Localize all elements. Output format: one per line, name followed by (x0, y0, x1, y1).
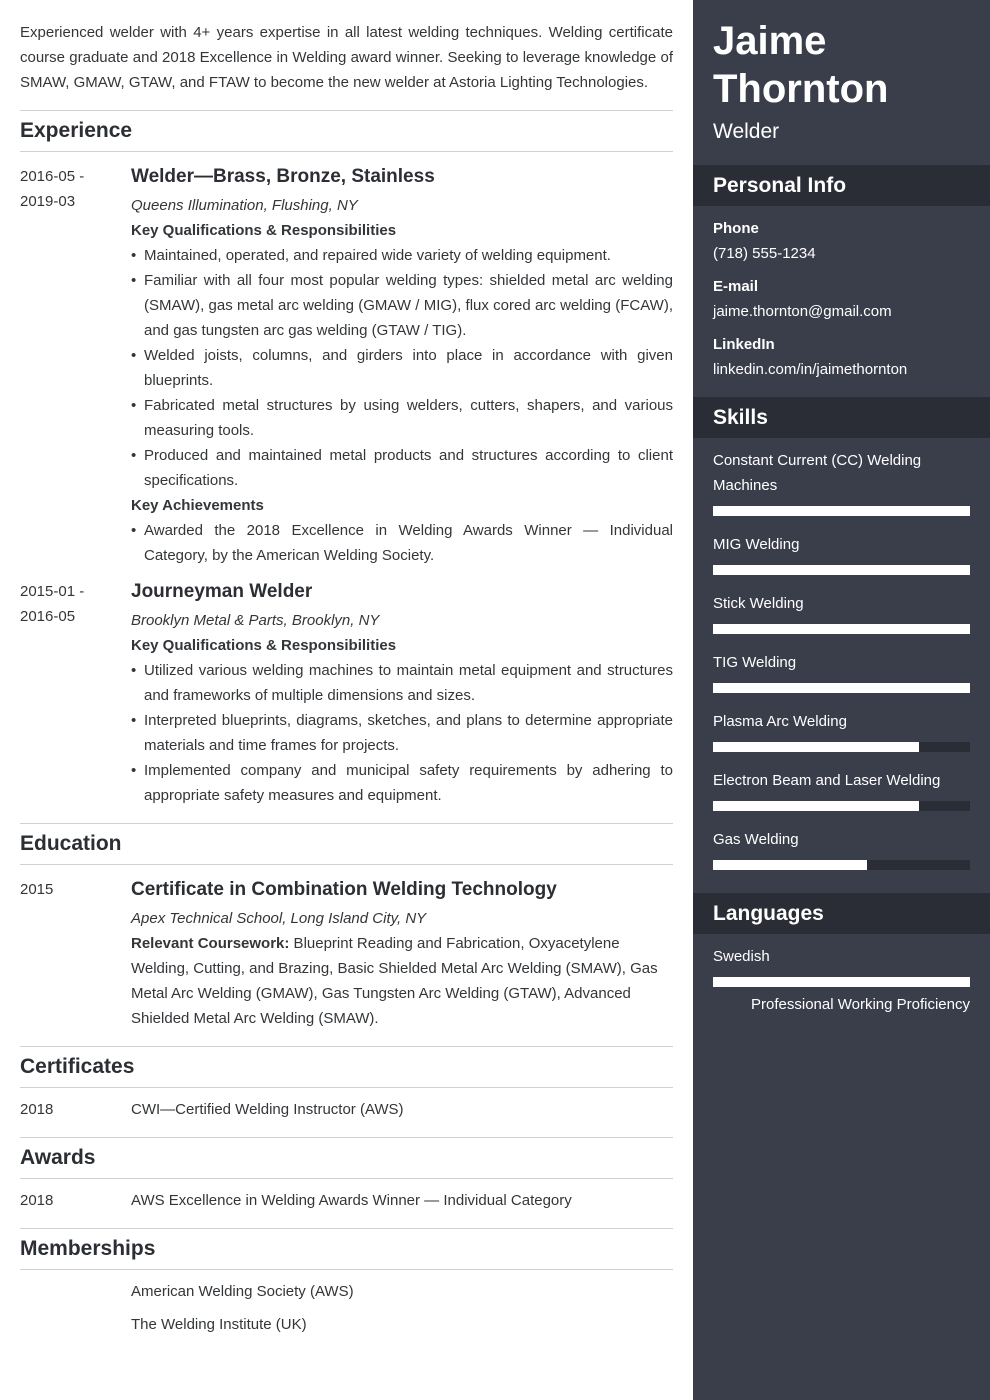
skill-bar (713, 742, 970, 752)
award-text: AWS Excellence in Welding Awards Winner — Individual Category (131, 1192, 572, 1209)
job-title: Welder—Brass, Bronze, Stainless (131, 166, 435, 187)
membership-text: American Welding Society (AWS) (131, 1283, 354, 1300)
list-item: • Familiar with all four most popular welding types: shielded metal arc welding (SMAW), gas metal arc welding (GMAW / MIG), flux cored arc welding (FCAW), and gas tungsten arc gas welding (GTAW / TIG). (131, 268, 673, 343)
entry-date: 2018 (20, 1101, 54, 1118)
skill-bar-fill (713, 565, 970, 575)
skill-item (713, 532, 970, 557)
skill-bar (713, 565, 970, 575)
company: Brooklyn Metal & Parts, Brooklyn, NY (131, 612, 380, 629)
job-title: Journeyman Welder (131, 581, 313, 602)
certificate-text: CWI—Certified Welding Instructor (AWS) (131, 1101, 404, 1118)
skill-bar (713, 506, 970, 516)
skill-name: Plasma Arc Welding (713, 713, 847, 730)
linkedin-value: linkedin.com/in/jaimethornton (713, 361, 908, 378)
achievements-label: Key Achievements (131, 497, 264, 514)
entry-date: 2016-05 - 2019-03 (20, 168, 85, 210)
skill-name: Electron Beam and Laser Welding (713, 772, 941, 789)
list-item: • Utilized various welding machines to maintain metal equipment and structures and frameworks of multiple dimensions and sizes. (131, 658, 673, 708)
entry-date: 2018 (20, 1192, 54, 1209)
sidebar (693, 0, 990, 1400)
responsibilities-list (131, 658, 673, 808)
responsibilities-list (131, 243, 673, 493)
last-name: Thornton (713, 67, 889, 111)
summary: Experienced welder with 4+ years expertise in all latest welding techniques. Welding certificate course graduate and 2018 Excellence in Welding award winner. Seeking to leverage knowledge of SMAW, GMAW, GTAW, and FTAW to become the new welder at Astoria Lighting Technologies. (20, 24, 673, 91)
list-item: • Fabricated metal structures by using welders, cutters, shapers, and various measuring tools. (131, 393, 673, 443)
awards-section-header (20, 1137, 673, 1179)
skill-item (713, 591, 970, 616)
skill-name: Stick Welding (713, 595, 804, 612)
skills-heading: Skills (713, 406, 768, 429)
experience-heading: Experience (20, 119, 133, 142)
qualifications-label: Key Qualifications & Responsibilities (131, 222, 397, 239)
personal-info-heading: Personal Info (713, 174, 847, 197)
qualifications-label: Key Qualifications & Responsibilities (131, 637, 397, 654)
skill-bar (713, 624, 970, 634)
entry-body (131, 579, 673, 808)
company: Queens Illumination, Flushing, NY (131, 197, 358, 214)
entry-date: 2015 (20, 881, 54, 898)
skill-item (713, 768, 970, 793)
languages-heading: Languages (713, 902, 824, 925)
skill-item (713, 650, 970, 675)
language-level: Professional Working Proficiency (751, 996, 970, 1013)
experience-section-header (20, 110, 673, 152)
achievements-list (131, 518, 673, 568)
skill-bar-fill (713, 801, 919, 811)
list-item: • Awarded the 2018 Excellence in Welding Awards Winner — Individual Category, by the American Welding Society. (131, 518, 673, 568)
list-item: • Produced and maintained metal products and structures according to client specifications. (131, 443, 673, 493)
email-label: E-mail (713, 278, 759, 295)
skill-bar-fill (713, 624, 970, 634)
skill-bar (713, 683, 970, 693)
degree-title: Certificate in Combination Welding Technology (131, 879, 557, 900)
coursework-text: Blueprint Reading and Fabrication, Oxyacetylene Welding, Cutting, and Brazing, Basic Shielded Metal Arc Welding (SMAW), Gas Metal Arc Welding (GMAW), Gas Tungsten Arc Welding (GTAW), Advanced Shielded Metal Arc Welding (SMAW). (131, 935, 658, 1027)
skill-name: Constant Current (CC) Welding Machines (713, 452, 922, 494)
languages-header (693, 893, 990, 934)
skill-bar (713, 801, 970, 811)
skill-item (713, 709, 970, 734)
skill-bar-fill (713, 742, 919, 752)
skill-item (713, 827, 970, 852)
skill-name: MIG Welding (713, 536, 800, 553)
personal-info-header (693, 165, 990, 206)
list-item: • Welded joists, columns, and girders into place in accordance with given blueprints. (131, 343, 673, 393)
first-name: Jaime (713, 19, 827, 63)
entry-body (131, 164, 673, 568)
skill-name: TIG Welding (713, 654, 797, 671)
skill-bar-fill (713, 683, 970, 693)
skill-bar-fill (713, 506, 970, 516)
skills-header (693, 397, 990, 438)
language-name: Swedish (713, 948, 770, 965)
certificates-heading: Certificates (20, 1055, 135, 1078)
membership-text: The Welding Institute (UK) (131, 1316, 307, 1333)
skill-bar-fill (713, 860, 867, 870)
language-item (713, 944, 970, 969)
certificates-section-header (20, 1046, 673, 1088)
awards-heading: Awards (20, 1146, 96, 1169)
candidate-name (713, 17, 889, 113)
language-bar (713, 977, 970, 987)
phone-label: Phone (713, 220, 759, 237)
email-value: jaime.thornton@gmail.com (713, 303, 892, 320)
coursework (131, 931, 673, 1031)
list-item: • Maintained, operated, and repaired wide variety of welding equipment. (131, 243, 673, 268)
education-section-header (20, 823, 673, 865)
skill-name: Gas Welding (713, 831, 799, 848)
memberships-heading: Memberships (20, 1237, 156, 1260)
phone-value: (718) 555-1234 (713, 245, 816, 262)
entry-date: 2015-01 - 2016-05 (20, 583, 85, 625)
linkedin-label: LinkedIn (713, 336, 775, 353)
education-heading: Education (20, 832, 122, 855)
entry-body (131, 877, 673, 1031)
job-role: Welder (713, 120, 780, 143)
list-item: • Interpreted blueprints, diagrams, sketches, and plans to determine appropriate materials and time frames for projects. (131, 708, 673, 758)
list-item: • Implemented company and municipal safety requirements by adhering to appropriate safety measures and equipment. (131, 758, 673, 808)
school: Apex Technical School, Long Island City, NY (131, 910, 427, 927)
language-bar-fill (713, 977, 970, 987)
memberships-section-header (20, 1228, 673, 1270)
skill-item (713, 448, 970, 498)
skill-bar (713, 860, 970, 870)
coursework-label: Relevant Coursework: (131, 935, 290, 952)
